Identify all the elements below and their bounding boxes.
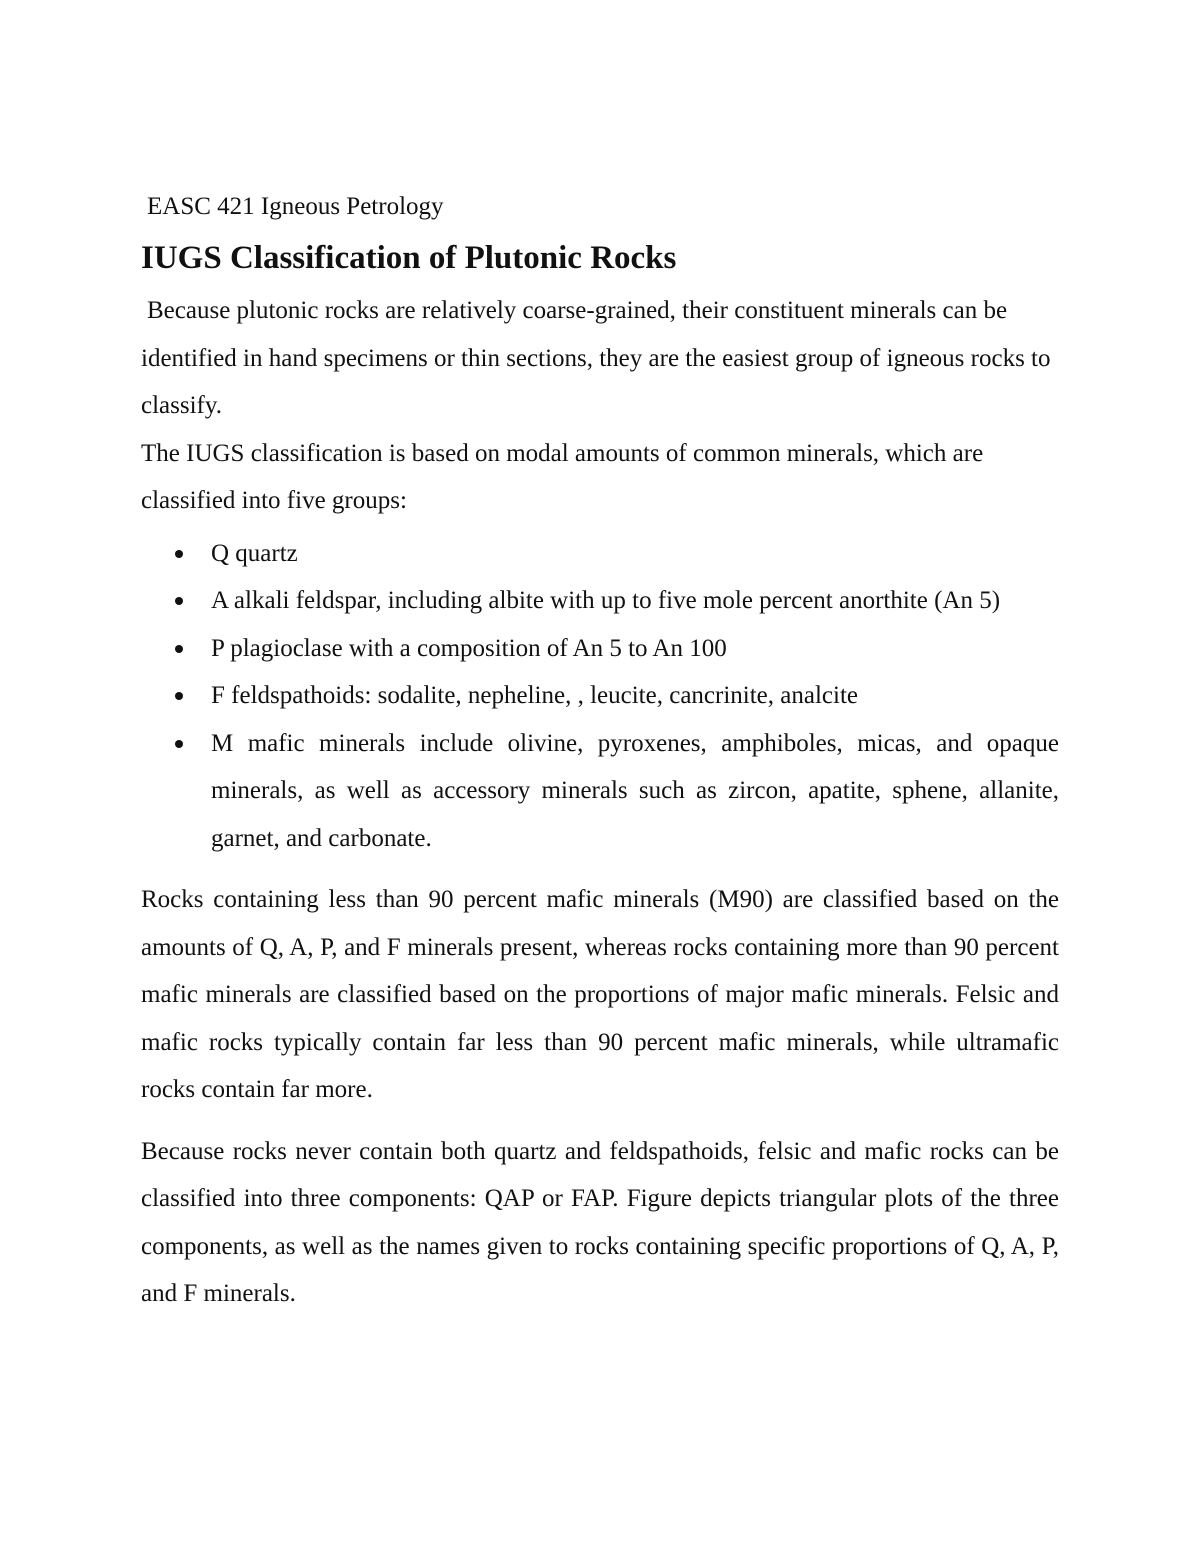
list-item	[141, 530, 1059, 578]
bullet-icon	[175, 645, 183, 653]
list-item	[141, 625, 1059, 673]
page-title: IUGS Classification of Plutonic Rocks	[141, 240, 677, 276]
bullet-icon	[175, 740, 183, 748]
bullet-icon	[175, 597, 183, 605]
intro-paragraph: Because plutonic rocks are relatively coarse-grained, their constituent minerals can be identified in hand specimens or thin sections, they are the easiest group of igneous rocks to classify.	[141, 297, 1051, 419]
list-item	[141, 672, 1059, 720]
list-item-text: Q quartz	[211, 539, 298, 567]
document-body	[141, 188, 1059, 1318]
qap-paragraph: Because rocks never contain both quartz and feldspathoids, felsic and mafic rocks can be classified into three components: QAP or FAP. Figure depicts triangular plots of the three components, as well as the names given to rocks containing specific proportions of Q, A, P, and F minerals.	[141, 1137, 1059, 1307]
list-item	[141, 577, 1059, 625]
list-item-text: P plagioclase with a composition of An 5 to An 100	[211, 634, 727, 662]
bullet-icon	[175, 692, 183, 700]
list-item-text: F feldspathoids: sodalite, nepheline, , leucite, cancrinite, analcite	[211, 682, 858, 709]
list-item-text: A alkali feldspar, including albite with up to five mole percent anorthite (An 5)	[211, 587, 1001, 614]
mafic-paragraph: Rocks containing less than 90 percent mafic minerals (M90) are classified based on the amounts of Q, A, P, and F minerals present, whereas rocks containing more than 90 percent mafic minerals are classified based on the proportions of major mafic minerals. Felsic and mafic rocks typically contain far less than 90 percent mafic minerals, while ultramafic rocks contain far more.	[141, 886, 1059, 1103]
list-item-text: M mafic minerals include olivine, pyroxenes, amphiboles, micas, and opaque minerals, as well as accessory minerals such as zircon, apatite, sphene, allanite, garnet, and carbonate.	[211, 729, 1059, 852]
list-item	[141, 720, 1059, 863]
classification-paragraph: The IUGS classification is based on modal amounts of common minerals, which are classified into five groups:	[141, 439, 984, 514]
course-title: EASC 421 Igneous Petrology	[147, 193, 444, 220]
mineral-group-list	[141, 530, 1059, 863]
bullet-icon	[175, 550, 183, 558]
